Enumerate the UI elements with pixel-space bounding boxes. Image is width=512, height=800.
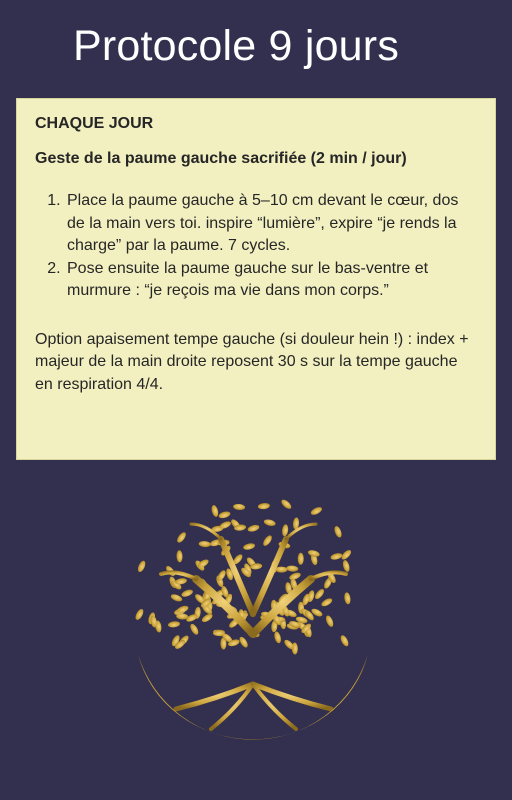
leaf-shape <box>136 560 146 573</box>
step-item: 2. Pose ensuite la paume gauche sur le bas-ventre et murmure : “je reçois ma vie dans mon corps.” <box>65 258 477 303</box>
leaf-shape <box>343 592 351 605</box>
gesture-heading: Geste de la paume gauche sacrifiée (2 min / jour) <box>35 150 407 167</box>
leaf-shape <box>313 587 325 600</box>
leaf-shape <box>263 518 276 527</box>
leaf-shape <box>286 565 298 572</box>
leaf-shape <box>218 510 231 519</box>
leaf-shape <box>333 525 343 538</box>
leaf-shape <box>273 631 282 644</box>
leaf-shape <box>258 502 271 509</box>
leaf-shape <box>288 571 301 581</box>
leaf-shape <box>199 541 211 548</box>
step-item: 1. Place la paume gauche à 5–10 cm devant le cœur, dos de la main vers toi. inspire “lumière”, expire “je rends la charge” par la paume. 7 cycles. <box>65 190 477 258</box>
leaf-shape <box>170 593 183 603</box>
tree-of-life-icon <box>116 484 390 754</box>
leaf-shape <box>181 588 194 598</box>
leaf-shape <box>189 623 200 636</box>
leaf-shape <box>310 506 323 517</box>
leaf-shape <box>210 504 219 517</box>
steps-list <box>35 190 477 303</box>
leaf-shape <box>324 615 334 628</box>
leaf-shape <box>339 634 350 647</box>
leaf-shape <box>233 503 245 510</box>
leaf-shape <box>280 498 293 510</box>
leaf-shape <box>330 552 343 561</box>
option-note: Option apaisement tempe gauche (si douleur hein !) : index + majeur de la main droite reposent 30 s sur la tempe gauche en respiration 4/4. <box>35 330 469 393</box>
section-label: CHAQUE JOUR <box>35 115 154 132</box>
leaf-shape <box>175 531 187 544</box>
leaf-shape <box>281 524 288 537</box>
leaf-shape <box>176 550 182 562</box>
leaf-shape <box>298 553 304 565</box>
leaf-shape <box>320 597 333 608</box>
leaf-shape <box>262 534 274 547</box>
leaf-shape <box>134 608 145 621</box>
daily-instructions-card <box>16 98 496 460</box>
leaf-shape <box>342 559 351 572</box>
leaf-shape <box>168 621 181 628</box>
leaf-shape <box>275 566 287 572</box>
leaf-shape <box>201 612 214 624</box>
page-title: Protocole 9 jours <box>72 22 400 70</box>
